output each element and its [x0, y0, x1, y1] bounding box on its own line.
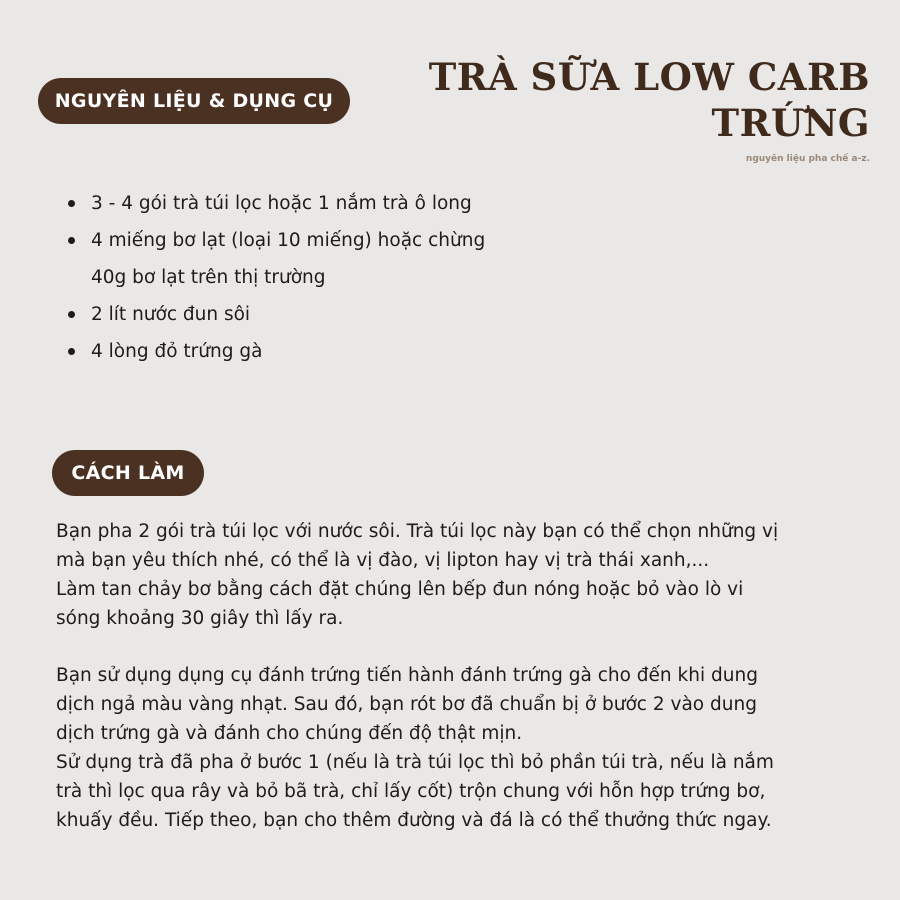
ingredient-item	[66, 333, 586, 370]
method-text-line: dịch trứng gà và đánh cho chúng đến độ thật mịn.	[56, 723, 523, 744]
method-text-line: Bạn pha 2 gói trà túi lọc với nước sôi. Trà túi lọc này bạn có thể chọn những vị	[56, 521, 779, 542]
method-body	[56, 517, 856, 863]
bullet-icon	[68, 311, 75, 318]
ingredient-text: 2 lít nước đun sôi	[91, 304, 251, 325]
ingredients-list	[66, 185, 586, 370]
method-text-line: trà thì lọc qua rây và bỏ bã trà, chỉ lấy cốt) trộn chung với hỗn hợp trứng bơ,	[56, 781, 766, 802]
method-section-label: CÁCH LÀM	[52, 450, 204, 496]
method-text-line: khuấy đều. Tiếp theo, bạn cho thêm đường và đá là có thể thưởng thức ngay.	[56, 810, 772, 831]
bullet-icon	[68, 200, 75, 207]
page-title-line-2: TRỨNG	[711, 101, 870, 145]
method-text-line: Làm tan chảy bơ bằng cách đặt chúng lên bếp đun nóng hoặc bỏ vào lò vi	[56, 579, 744, 600]
page-subtitle: nguyên liệu pha chế a-z.	[745, 154, 870, 164]
page-title-line-1: TRÀ SỮA LOW CARB	[428, 55, 870, 99]
bullet-icon	[68, 348, 75, 355]
method-text-line: Sử dụng trà đã pha ở bước 1 (nếu là trà túi lọc thì bỏ phần túi trà, nếu là nắm	[56, 752, 774, 773]
bullet-icon	[68, 237, 75, 244]
ingredient-item	[66, 296, 586, 333]
method-paragraph-1	[56, 517, 856, 633]
ingredient-item	[66, 222, 586, 296]
ingredients-section-label: NGUYÊN LIỆU & DỤNG CỤ	[38, 78, 350, 124]
method-text-line: mà bạn yêu thích nhé, có thể là vị đào, vị lipton hay vị trà thái xanh,...	[56, 550, 710, 571]
method-paragraph-2	[56, 661, 856, 835]
ingredient-text: 4 miếng bơ lạt (loại 10 miếng) hoặc chừng	[91, 230, 486, 251]
title-block	[429, 54, 870, 164]
ingredient-text: 3 - 4 gói trà túi lọc hoặc 1 nắm trà ô long	[91, 193, 472, 214]
ingredient-item	[66, 185, 586, 222]
ingredient-text-continued: 40g bơ lạt trên thị trường	[91, 267, 326, 288]
method-text-line: sóng khoảng 30 giây thì lấy ra.	[56, 608, 344, 629]
method-text-line: dịch ngả màu vàng nhạt. Sau đó, bạn rót bơ đã chuẩn bị ở bước 2 vào dung	[56, 694, 757, 715]
ingredient-text: 4 lòng đỏ trứng gà	[91, 341, 263, 362]
method-text-line: Bạn sử dụng dụng cụ đánh trứng tiến hành đánh trứng gà cho đến khi dung	[56, 665, 758, 686]
